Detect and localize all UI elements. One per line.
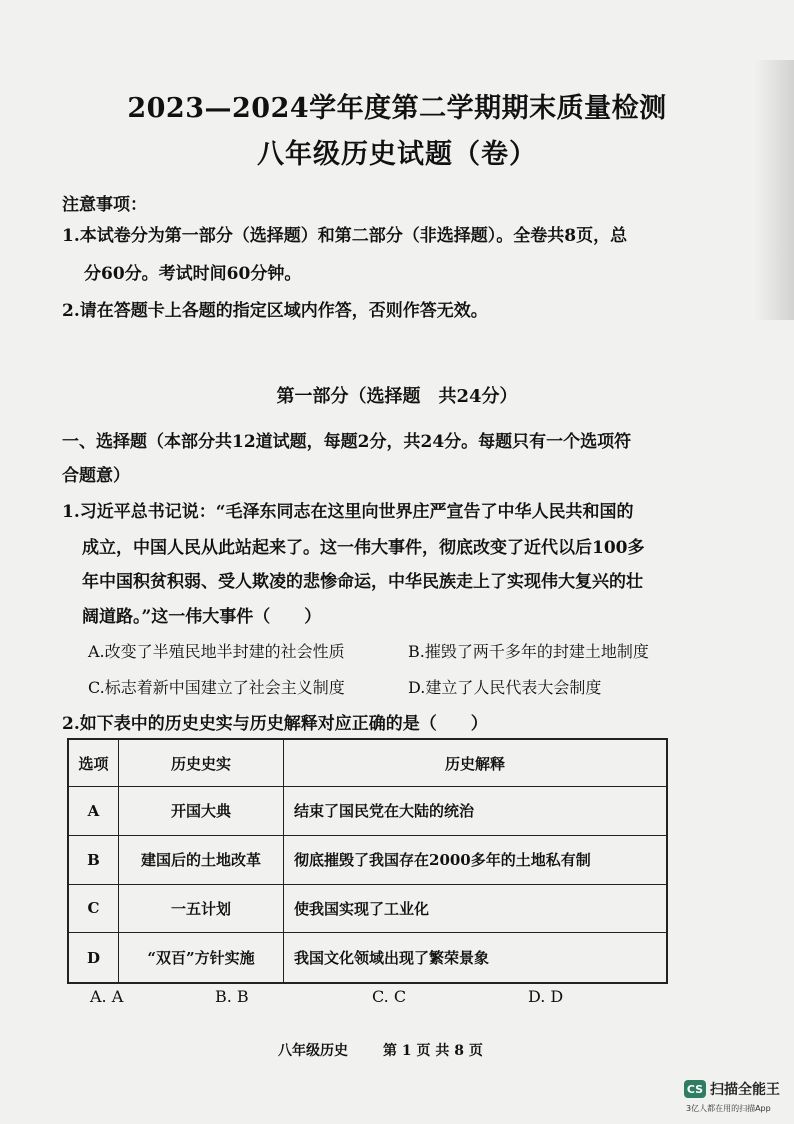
table-cell: A bbox=[69, 787, 119, 836]
table-cell: 结束了国民党在大陆的统治 bbox=[284, 787, 666, 836]
notice-item-1-cont: 分60分。考试时间60分钟。 bbox=[84, 264, 302, 284]
watermark-subtitle: 3亿人都在用的扫描App bbox=[686, 1104, 771, 1113]
notice-heading: 注意事项： bbox=[62, 195, 147, 215]
section-intro: 一、选择题（本部分共12道试题，每题2分，共24分。每题只有一个选项符 bbox=[62, 432, 632, 452]
q2-option-a[interactable]: A. A bbox=[90, 987, 124, 1006]
q1-stem-line: 阔道路。”这一伟大事件（ ） bbox=[82, 607, 322, 627]
table-header: 历史解释 bbox=[284, 740, 666, 787]
table-cell: 建国后的土地改革 bbox=[119, 836, 284, 885]
table-header: 历史史实 bbox=[119, 740, 284, 787]
q1-option-b[interactable]: B.摧毁了两千多年的封建土地制度 bbox=[408, 642, 649, 661]
q1-stem-line: 1.习近平总书记说：“毛泽东同志在这里向世界庄严宣告了中华人民共和国的 bbox=[62, 502, 634, 522]
table-cell: 彻底摧毁了我国存在2000多年的土地私有制 bbox=[284, 836, 666, 885]
camscanner-logo-icon: CS bbox=[684, 1080, 706, 1098]
q2-option-c[interactable]: C. C bbox=[372, 987, 407, 1006]
q1-stem-line: 成立，中国人民从此站起来了。这一伟大事件，彻底改变了近代以后100多 bbox=[82, 538, 645, 558]
table-cell: 一五计划 bbox=[119, 885, 284, 934]
exam-subtitle: 八年级历史试题（卷） bbox=[257, 139, 537, 170]
table-cell: 开国大典 bbox=[119, 787, 284, 836]
watermark-name: 扫描全能王 bbox=[710, 1082, 780, 1098]
notice-item-2: 2.请在答题卡上各题的指定区域内作答，否则作答无效。 bbox=[62, 301, 488, 321]
table-cell: B bbox=[69, 836, 119, 885]
q1-option-d[interactable]: D.建立了人民代表大会制度 bbox=[408, 678, 602, 697]
q1-option-a[interactable]: A.改变了半殖民地半封建的社会性质 bbox=[88, 642, 345, 661]
q2-option-d[interactable]: D. D bbox=[528, 987, 564, 1006]
table-cell: D bbox=[69, 933, 119, 982]
q2-stem: 2.如下表中的历史史实与历史解释对应正确的是（ ） bbox=[62, 714, 488, 734]
section-intro-cont: 合题意） bbox=[62, 466, 130, 486]
q1-option-c[interactable]: C.标志着新中国建立了社会主义制度 bbox=[88, 678, 345, 697]
section-heading: 第一部分（选择题 共24分） bbox=[276, 386, 518, 407]
footer-page-number: 第 1 页 共 8 页 bbox=[383, 1043, 483, 1059]
footer-subject: 八年级历史 bbox=[278, 1043, 348, 1059]
q2-table bbox=[67, 738, 668, 984]
table-cell: C bbox=[69, 885, 119, 934]
table-cell: 使我国实现了工业化 bbox=[284, 885, 666, 934]
exam-title: 2023—2024学年度第二学期期末质量检测 bbox=[127, 93, 667, 124]
notice-item-1: 1.本试卷分为第一部分（选择题）和第二部分（非选择题）。全卷共8页，总 bbox=[62, 226, 628, 246]
q1-stem-line: 年中国积贫积弱、受人欺凌的悲惨命运，中华民族走上了实现伟大复兴的壮 bbox=[82, 572, 643, 592]
table-header: 选项 bbox=[69, 740, 119, 787]
q2-option-b[interactable]: B. B bbox=[215, 987, 249, 1006]
table-cell: “双百”方针实施 bbox=[119, 933, 284, 982]
table-cell: 我国文化领域出现了繁荣景象 bbox=[294, 949, 490, 968]
